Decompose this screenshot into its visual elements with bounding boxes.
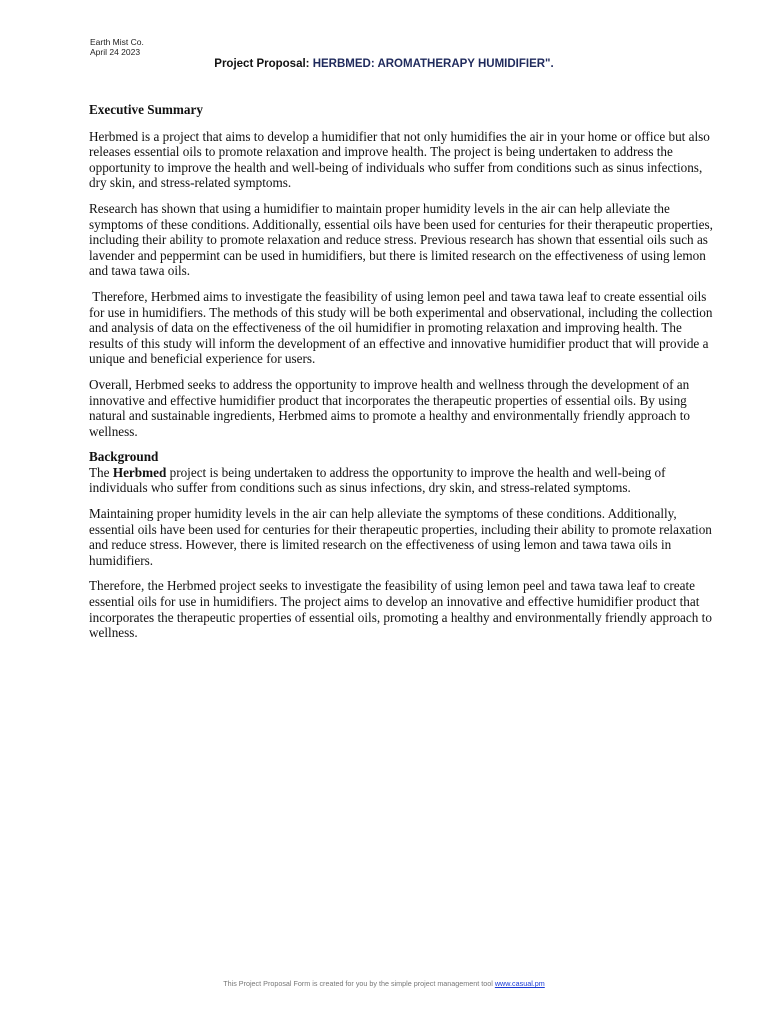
summary-paragraph: Therefore, Herbmed aims to investigate the feasibility of using lemon peel and tawa tawa leaf to create essential oils for use in humidifiers. The methods of this study will be both experimental and observational, including the collection and analysis of data on the effectiveness of the oil humidifier in promoting relaxation and improving health. The results of this study will inform the development of an effective and innovative humidifier product that will provide a unique and beneficial experience for users. xyxy=(89,288,716,367)
footer-link[interactable]: www.casual.pm xyxy=(494,979,545,988)
background-paragraph: Maintaining proper humidity levels in the air can help alleviate the symptoms of these conditions. Additionally, essential oils have been used for centuries for their therapeutic properties, including their ability to promote relaxation and reduce stress. However, there is limited research on the effectiveness of using lemon and tawa tawa oils in humidifiers. xyxy=(89,506,712,568)
background-paragraph xyxy=(89,465,713,496)
title-prefix: Project Proposal: xyxy=(214,58,313,70)
footer-text: This Project Proposal Form is created for you by the simple project management tool xyxy=(223,979,495,988)
executive-summary-heading: Executive Summary xyxy=(89,102,203,117)
background-paragraph: Therefore, the Herbmed project seeks to investigate the feasibility of using lemon peel and tawa tawa leaf to create essential oils for use in humidifiers. The project aims to develop an innovative and effective humidifier product that incorporates the therapeutic properties of essential oils, promoting a healthy and environmentally friendly approach to wellness. xyxy=(89,578,712,641)
background-intro-start: The xyxy=(89,464,113,480)
letterhead xyxy=(90,37,144,57)
summary-paragraph: Overall, Herbmed seeks to address the opportunity to improve health and wellness through the development of an innovative and effective humidifier product that incorporates the therapeutic properties of essential oils. By using natural and sustainable ingredients, Herbmed aims to promote a healthy and environmentally friendly approach to wellness. xyxy=(89,376,690,439)
background-intro-end: project is being undertaken to address the opportunity to improve the health and well-being of individuals who suffer from conditions such as sinus infections, dry skin, and stress-related symptoms. xyxy=(89,464,666,496)
document-body xyxy=(89,102,716,641)
background-heading: Background xyxy=(89,449,159,465)
project-name: HERBMED: AROMATHERAPY HUMIDIFIER". xyxy=(312,58,554,70)
summary-paragraph: Herbmed is a project that aims to develop a humidifier that not only humidifies the air in your home or office but also releases essential oils to promote relaxation and improve health. The project is being undertaken to address the opportunity to improve the health and well-being of individuals who suffer from conditions such as sinus infections, dry skin, and stress-related symptoms. xyxy=(89,128,710,191)
document-date: April 24 2023 xyxy=(90,47,141,57)
company-name: Earth Mist Co. xyxy=(90,37,144,47)
page-footer xyxy=(0,979,768,988)
herbmed-bold: Herbmed xyxy=(112,464,167,480)
document-title xyxy=(0,58,768,70)
summary-paragraph: Research has shown that using a humidifier to maintain proper humidity levels in the air can help alleviate the symptoms of these conditions. Additionally, essential oils have been used for centuries for their therapeutic properties, including their ability to promote relaxation and reduce stress. Previous research has shown that essential oils such as lavender and peppermint can be used in humidifiers, but there is limited research on the effectiveness of using lemon and tawa tawa oils. xyxy=(89,200,713,279)
